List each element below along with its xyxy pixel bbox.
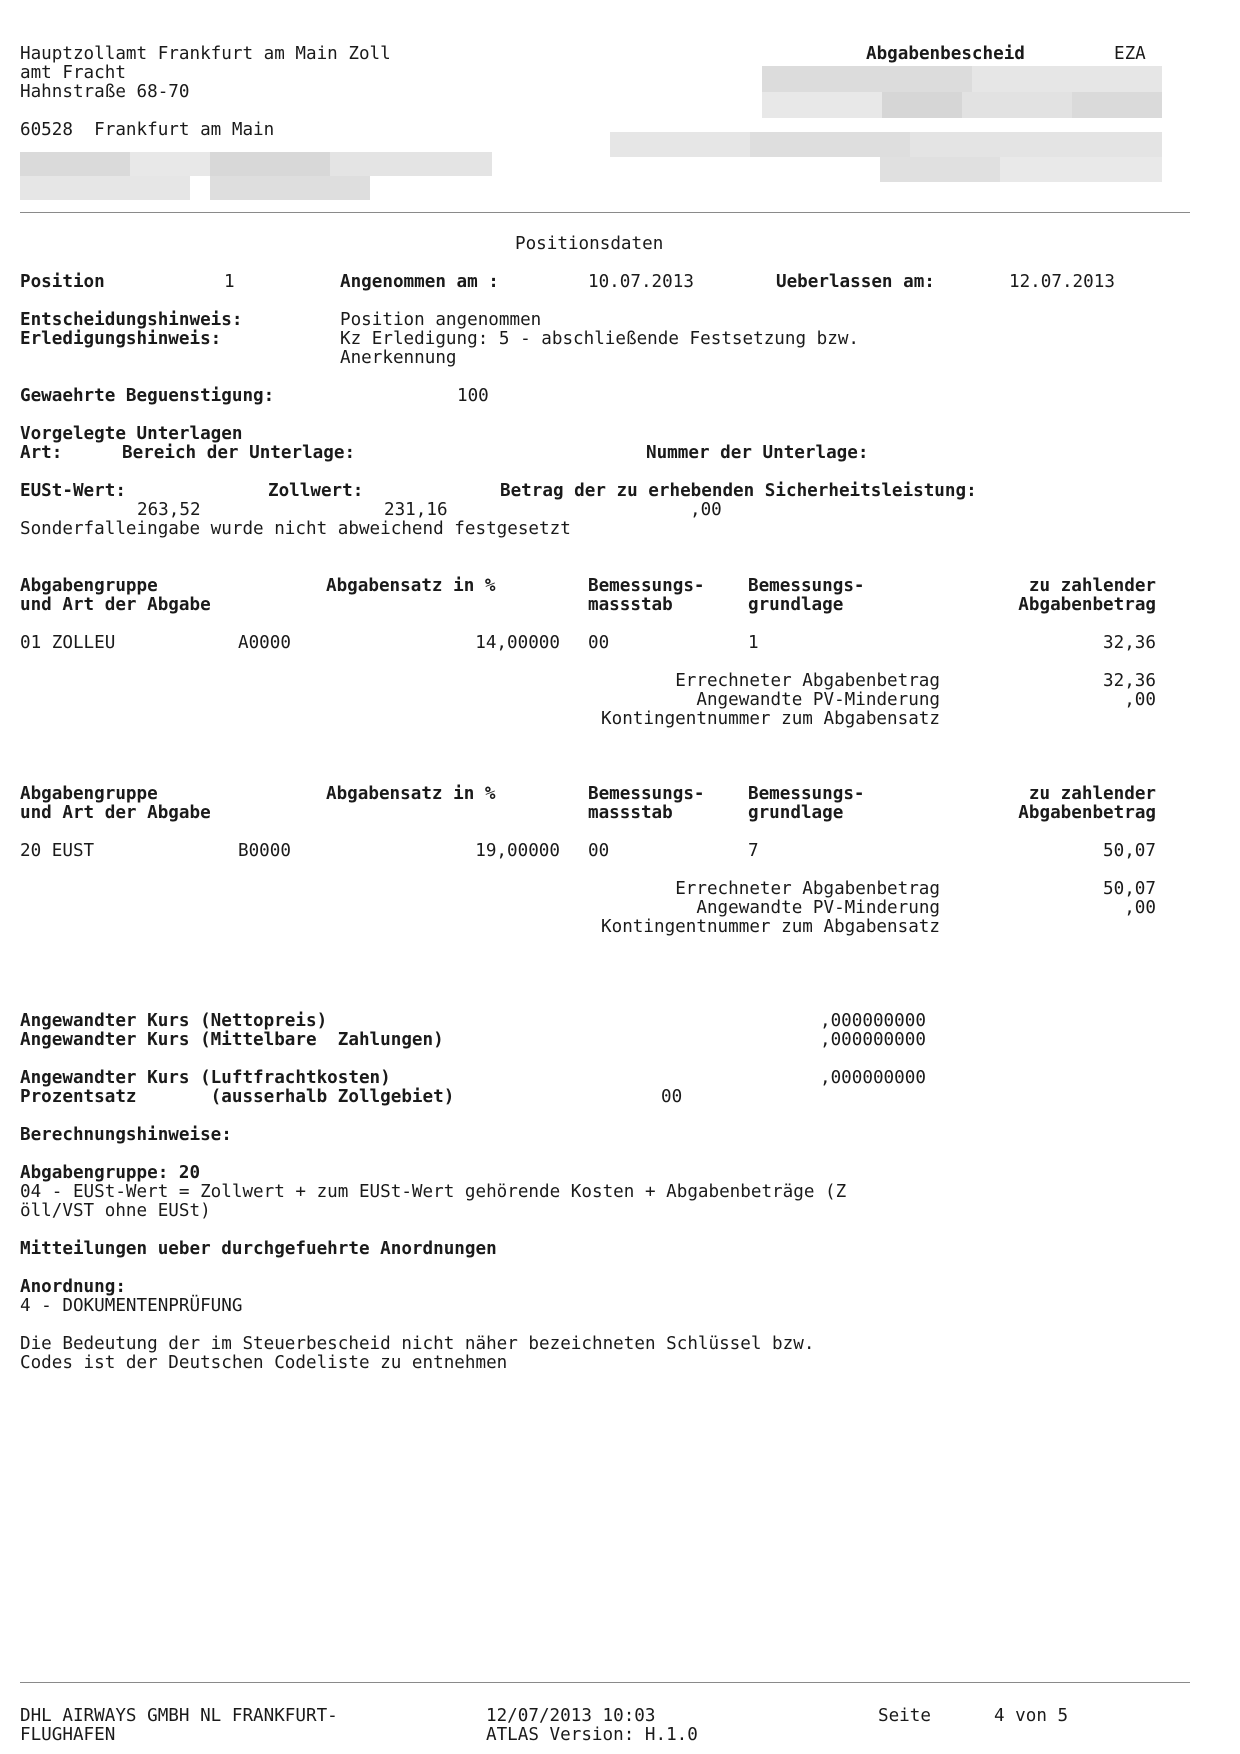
amount-header: Abgabenbetrag [1018,803,1156,823]
customs-value-label: Zollwert: [268,481,364,501]
completion-label: Erledigungshinweis: [20,329,222,349]
duty-row-amount: 50,07 [1103,841,1156,861]
completion-value-line2: Anerkennung [340,348,457,368]
orders-label: Mitteilungen ueber durchgefuehrte Anordnungen [20,1239,497,1259]
duty-rate-header: Abgabensatz in % [326,576,496,596]
calculated-amount-value: 32,36 [1103,671,1156,691]
redacted-block [762,66,1162,118]
rate-net-label: Angewandter Kurs (Nettopreis) [20,1011,328,1031]
duty-row-base: 7 [748,841,759,861]
footer-company-line2: FLUGHAFEN [20,1725,116,1745]
calculated-amount-value: 50,07 [1103,879,1156,899]
footer-datetime: 12/07/2013 10:03 [486,1706,656,1726]
released-date: 12.07.2013 [1009,272,1115,292]
code-list-note-line1: Die Bedeutung der im Steuerbescheid nicht näher bezeichneten Schlüssel bzw. [20,1334,815,1354]
duty-row-group: 01 ZOLLEU [20,633,116,653]
document-title: Abgabenbescheid [866,44,1025,64]
duty-group-header: Abgabengruppe [20,784,158,804]
pv-reduction-value: ,00 [1124,690,1156,710]
pv-reduction-label: Angewandte PV-Minderung [696,690,940,710]
office-name-line1: Hauptzollamt Frankfurt am Main Zoll [20,44,391,64]
office-city: 60528 Frankfurt am Main [20,120,275,140]
calculation-note-line2: öll/VST ohne EUSt) [20,1201,211,1221]
duty-row-rate: 19,00000 [475,841,560,861]
completion-value-line1: Kz Erledigung: 5 - abschließende Festsetzung bzw. [340,329,860,349]
special-case-note: Sonderfalleingabe wurde nicht abweichend festgesetzt [20,519,571,539]
office-name-line2: amt Fracht [20,63,126,83]
basis-scale-header: Bemessungs- [588,784,705,804]
basis-base-header: grundlage [748,803,844,823]
footer-page-number: 4 von 5 [994,1706,1069,1726]
calculation-note-line1: 04 - EUSt-Wert = Zollwert + zum EUSt-Wert gehörende Kosten + Abgabenbeträge (Z [20,1182,847,1202]
duty-group-header: und Art der Abgabe [20,595,211,615]
basis-base-header: Bemessungs- [748,784,865,804]
rate-net-value: ,000000000 [820,1011,926,1031]
pv-reduction-value: ,00 [1124,898,1156,918]
redacted-block [610,132,1162,182]
pv-reduction-label: Angewandte PV-Minderung [696,898,940,918]
eust-value-label: EUSt-Wert: [20,481,126,501]
duty-rate-header: Abgabensatz in % [326,784,496,804]
duty-row-scale: 00 [588,633,610,653]
code-list-note-line2: Codes ist der Deutschen Codeliste zu entnehmen [20,1353,508,1373]
security-amount-label: Betrag der zu erhebenden Sicherheitsleistung: [500,481,977,501]
footer-divider [20,1682,1190,1683]
documents-area-label: Bereich der Unterlage: [122,443,356,463]
rate-indirect-label: Angewandter Kurs (Mittelbare Zahlungen) [20,1030,444,1050]
amount-header: Abgabenbetrag [1018,595,1156,615]
percent-value: 00 [661,1087,683,1107]
duty-row-code: A0000 [238,633,291,653]
basis-scale-header: Bemessungs- [588,576,705,596]
released-label: Ueberlassen am: [776,272,935,292]
position-number: 1 [224,272,235,292]
customs-value: 231,16 [384,500,448,520]
section-title: Positionsdaten [515,234,664,254]
duty-row-group: 20 EUST [20,841,95,861]
position-label: Position [20,272,105,292]
document-type: EZA [1114,44,1146,64]
calculated-amount-label: Errechneter Abgabenbetrag [675,879,940,899]
documents-label: Vorgelegte Unterlagen [20,424,243,444]
footer-company-line1: DHL AIRWAYS GMBH NL FRANKFURT- [20,1706,338,1726]
preference-value: 100 [457,386,489,406]
order-value: 4 - DOKUMENTENPRÜFUNG [20,1296,243,1316]
calculated-amount-label: Errechneter Abgabenbetrag [675,671,940,691]
amount-header: zu zahlender [1028,576,1156,596]
duty-group-note-label: Abgabengruppe: 20 [20,1163,201,1183]
header-divider [20,212,1190,213]
duty-group-header: Abgabengruppe [20,576,158,596]
rate-airfreight-value: ,000000000 [820,1068,926,1088]
accepted-date: 10.07.2013 [588,272,694,292]
redacted-block [20,152,492,200]
basis-scale-header: massstab [588,803,673,823]
basis-scale-header: massstab [588,595,673,615]
documents-number-label: Nummer der Unterlage: [646,443,869,463]
amount-header: zu zahlender [1028,784,1156,804]
office-street: Hahnstraße 68-70 [20,82,190,102]
basis-base-header: Bemessungs- [748,576,865,596]
decision-value: Position angenommen [340,310,542,330]
order-label: Anordnung: [20,1277,126,1297]
duty-row-scale: 00 [588,841,610,861]
calculation-notes-label: Berechnungshinweise: [20,1125,232,1145]
percent-label: Prozentsatz (ausserhalb Zollgebiet) [20,1087,455,1107]
duty-row-rate: 14,00000 [475,633,560,653]
footer-version: ATLAS Version: H.1.0 [486,1725,698,1745]
quota-number-label: Kontingentnummer zum Abgabensatz [601,709,940,729]
eust-value: 263,52 [137,500,201,520]
basis-base-header: grundlage [748,595,844,615]
quota-number-label: Kontingentnummer zum Abgabensatz [601,917,940,937]
decision-label: Entscheidungshinweis: [20,310,243,330]
duty-row-amount: 32,36 [1103,633,1156,653]
documents-kind-label: Art: [20,443,63,463]
accepted-label: Angenommen am : [340,272,499,292]
security-amount-value: ,00 [690,500,722,520]
footer-page-label: Seite [878,1706,931,1726]
duty-row-code: B0000 [238,841,291,861]
duty-row-base: 1 [748,633,759,653]
rate-airfreight-label: Angewandter Kurs (Luftfrachtkosten) [20,1068,391,1088]
preference-label: Gewaehrte Beguenstigung: [20,386,275,406]
duty-group-header: und Art der Abgabe [20,803,211,823]
rate-indirect-value: ,000000000 [820,1030,926,1050]
